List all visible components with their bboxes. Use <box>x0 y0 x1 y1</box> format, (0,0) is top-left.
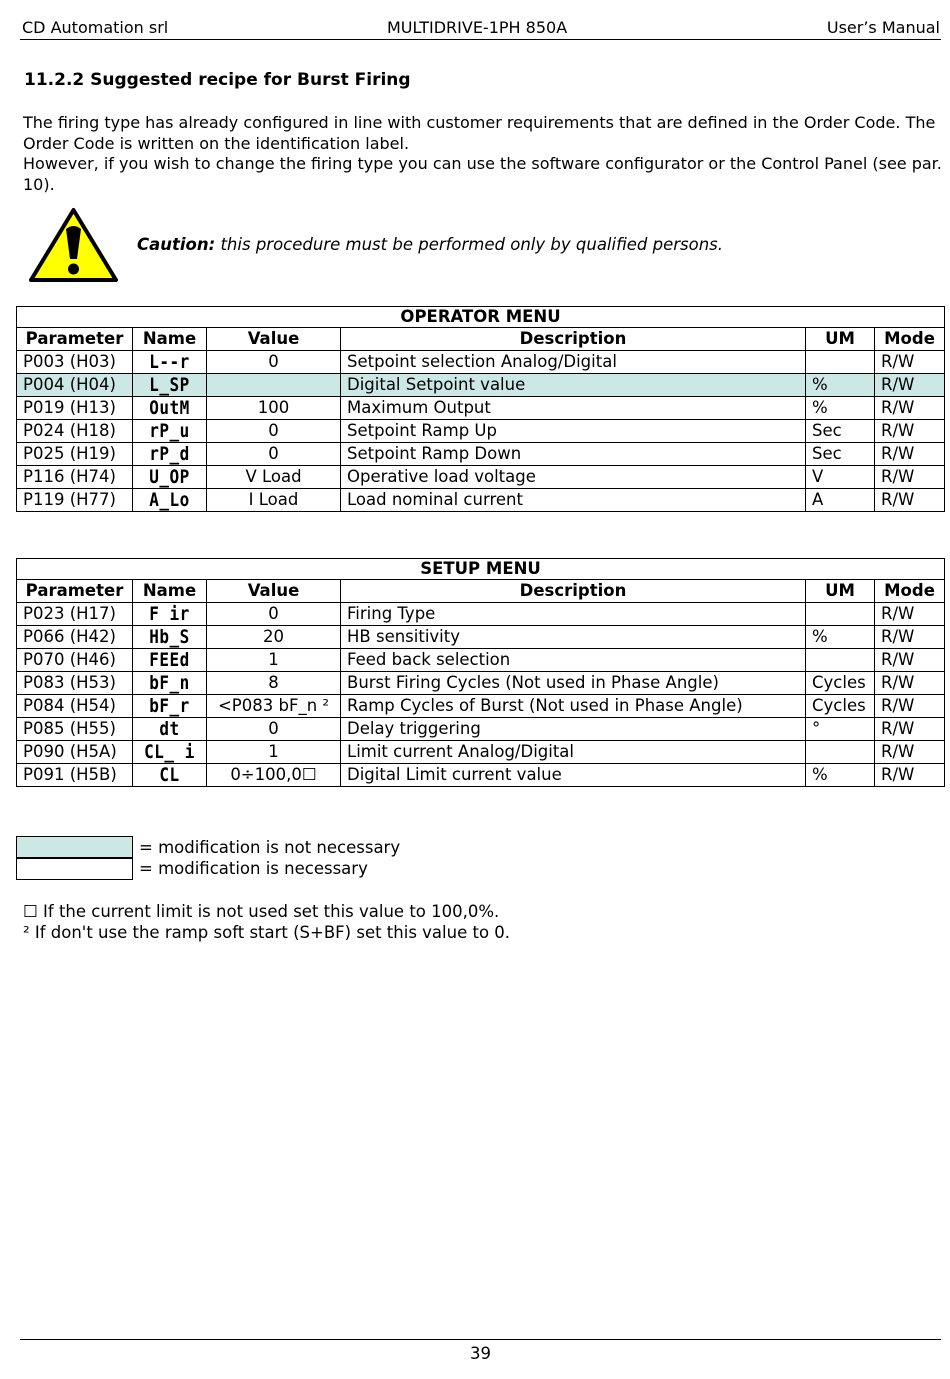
col-header-description: Description <box>341 328 806 351</box>
value-cell: 1 <box>207 649 341 672</box>
operator-menu-header-row <box>17 328 945 351</box>
display-code: L_SP <box>149 373 190 396</box>
display-code: rP_u <box>149 419 190 442</box>
um-cell: % <box>806 397 875 420</box>
mode-cell: R/W <box>875 741 945 764</box>
display-code: CL_ i <box>144 740 195 763</box>
table-row <box>17 420 945 443</box>
um-cell: % <box>806 626 875 649</box>
display-code: bF_r <box>149 694 190 717</box>
table-row <box>17 764 945 787</box>
name-cell <box>133 695 207 718</box>
um-cell: Sec <box>806 443 875 466</box>
col-header-parameter: Parameter <box>17 328 133 351</box>
table-row <box>17 443 945 466</box>
mode-cell: R/W <box>875 764 945 787</box>
display-code: U_OP <box>149 465 190 488</box>
col-header-value: Value <box>207 580 341 603</box>
col-header-description: Description <box>341 580 806 603</box>
description-cell: Digital Setpoint value <box>341 374 806 397</box>
setup-menu-table <box>16 558 945 787</box>
mode-cell: R/W <box>875 626 945 649</box>
description-cell: Burst Firing Cycles (Not used in Phase Angle) <box>341 672 806 695</box>
name-cell <box>133 764 207 787</box>
um-cell: Sec <box>806 420 875 443</box>
name-cell <box>133 374 207 397</box>
intro-paragraph-1: The firing type has already configured in line with customer requirements that are defined in the Order Code. The Order Code is written on the identification label. <box>23 113 936 153</box>
operator-menu-table <box>16 306 945 512</box>
value-cell: 1 <box>207 741 341 764</box>
company-name: CD Automation srl <box>22 18 169 37</box>
value-cell: 20 <box>207 626 341 649</box>
um-cell: ° <box>806 718 875 741</box>
display-code: OutM <box>149 396 190 419</box>
name-cell <box>133 489 207 512</box>
name-cell <box>133 420 207 443</box>
table-row <box>17 374 945 397</box>
value-cell: I Load <box>207 489 341 512</box>
doc-name: User’s Manual <box>826 18 940 37</box>
legend-swatch-not-necessary <box>16 836 133 858</box>
description-cell: Ramp Cycles of Burst (Not used in Phase Angle) <box>341 695 806 718</box>
param-cell: P116 (H74) <box>17 466 133 489</box>
mode-cell: R/W <box>875 466 945 489</box>
table-row <box>17 466 945 489</box>
description-cell: Setpoint Ramp Down <box>341 443 806 466</box>
legend-swatch-necessary <box>16 858 133 880</box>
col-header-mode: Mode <box>875 580 945 603</box>
description-cell: Setpoint Ramp Up <box>341 420 806 443</box>
param-cell: P085 (H55) <box>17 718 133 741</box>
col-header-value: Value <box>207 328 341 351</box>
param-cell: P019 (H13) <box>17 397 133 420</box>
table-row <box>17 603 945 626</box>
param-cell: P091 (H5B) <box>17 764 133 787</box>
value-cell: 8 <box>207 672 341 695</box>
name-cell <box>133 626 207 649</box>
table-row <box>17 649 945 672</box>
value-cell: 0 <box>207 443 341 466</box>
um-cell <box>806 603 875 626</box>
caution-label: Caution: <box>137 235 216 254</box>
mode-cell: R/W <box>875 695 945 718</box>
param-cell: P025 (H19) <box>17 443 133 466</box>
um-cell: V <box>806 466 875 489</box>
name-cell <box>133 718 207 741</box>
table-row <box>17 397 945 420</box>
table-row <box>17 626 945 649</box>
page-header <box>20 17 941 40</box>
col-header-name: Name <box>133 580 207 603</box>
description-cell: Load nominal current <box>341 489 806 512</box>
name-cell <box>133 603 207 626</box>
value-cell: 0 <box>207 420 341 443</box>
setup-menu-title: SETUP MENU <box>17 559 945 580</box>
legend-necessary: = modification is necessary <box>139 859 368 878</box>
mode-cell: R/W <box>875 351 945 374</box>
value-cell: V Load <box>207 466 341 489</box>
table-row <box>17 351 945 374</box>
um-cell: % <box>806 374 875 397</box>
um-cell: Cycles <box>806 695 875 718</box>
table-row <box>17 695 945 718</box>
description-cell: Operative load voltage <box>341 466 806 489</box>
description-cell: HB sensitivity <box>341 626 806 649</box>
description-cell: Digital Limit current value <box>341 764 806 787</box>
display-code: bF_n <box>149 671 190 694</box>
name-cell <box>133 649 207 672</box>
mode-cell: R/W <box>875 603 945 626</box>
value-cell: <P083 bF_n ² <box>207 695 341 718</box>
value-cell: 0 <box>207 603 341 626</box>
caution-text: this procedure must be performed only by qualified persons. <box>215 235 724 254</box>
col-header-parameter: Parameter <box>17 580 133 603</box>
caution-note <box>137 235 723 254</box>
value-cell: 0÷100,0☐ <box>207 764 341 787</box>
description-cell: Setpoint selection Analog/Digital <box>341 351 806 374</box>
name-cell <box>133 397 207 420</box>
value-cell: 0 <box>207 718 341 741</box>
display-code: A_Lo <box>149 488 190 511</box>
param-cell: P004 (H04) <box>17 374 133 397</box>
name-cell <box>133 443 207 466</box>
display-code: rP_d <box>149 442 190 465</box>
display-code: dt <box>159 717 180 740</box>
param-cell: P083 (H53) <box>17 672 133 695</box>
setup-menu-header-row <box>17 580 945 603</box>
mode-cell: R/W <box>875 489 945 512</box>
param-cell: P090 (H5A) <box>17 741 133 764</box>
description-cell: Firing Type <box>341 603 806 626</box>
param-cell: P003 (H03) <box>17 351 133 374</box>
display-code: L--r <box>149 350 190 373</box>
col-header-mode: Mode <box>875 328 945 351</box>
um-cell: % <box>806 764 875 787</box>
um-cell: Cycles <box>806 672 875 695</box>
mode-cell: R/W <box>875 649 945 672</box>
description-cell: Feed back selection <box>341 649 806 672</box>
table-row <box>17 718 945 741</box>
name-cell <box>133 351 207 374</box>
footer-divider <box>20 1339 941 1340</box>
param-cell: P119 (H77) <box>17 489 133 512</box>
param-cell: P023 (H17) <box>17 603 133 626</box>
um-cell <box>806 351 875 374</box>
name-cell <box>133 672 207 695</box>
table-row <box>17 741 945 764</box>
value-cell: 100 <box>207 397 341 420</box>
description-cell: Delay triggering <box>341 718 806 741</box>
footnote-ramp-soft-start: ² If don't use the ramp soft start (S+BF) set this value to 0. <box>23 923 511 942</box>
um-cell <box>806 741 875 764</box>
mode-cell: R/W <box>875 672 945 695</box>
mode-cell: R/W <box>875 718 945 741</box>
legend-not-necessary: = modification is not necessary <box>139 838 401 857</box>
footnote-current-limit: ☐ If the current limit is not used set this value to 100,0%. <box>23 902 500 921</box>
warning-icon <box>28 207 119 283</box>
description-cell: Limit current Analog/Digital <box>341 741 806 764</box>
value-cell <box>207 374 341 397</box>
col-header-name: Name <box>133 328 207 351</box>
display-code: FEEd <box>149 648 190 671</box>
um-cell <box>806 649 875 672</box>
description-cell: Maximum Output <box>341 397 806 420</box>
intro-text <box>23 113 943 195</box>
mode-cell: R/W <box>875 420 945 443</box>
param-cell: P084 (H54) <box>17 695 133 718</box>
section-title: 11.2.2 Suggested recipe for Burst Firing <box>24 70 411 90</box>
col-header-um: UM <box>806 328 875 351</box>
table-row <box>17 672 945 695</box>
mode-cell: R/W <box>875 397 945 420</box>
param-cell: P070 (H46) <box>17 649 133 672</box>
value-cell: 0 <box>207 351 341 374</box>
mode-cell: R/W <box>875 443 945 466</box>
name-cell <box>133 466 207 489</box>
col-header-um: UM <box>806 580 875 603</box>
intro-paragraph-2: However, if you wish to change the firing type you can use the software configurator or the Control Panel (see par. 10). <box>23 154 942 194</box>
operator-menu-title: OPERATOR MENU <box>17 307 945 328</box>
param-cell: P024 (H18) <box>17 420 133 443</box>
display-code: Hb_S <box>149 625 190 648</box>
product-name: MULTIDRIVE-1PH 850A <box>387 18 568 37</box>
name-cell <box>133 741 207 764</box>
param-cell: P066 (H42) <box>17 626 133 649</box>
display-code: CL <box>159 763 180 786</box>
page-number: 39 <box>470 1344 491 1363</box>
display-code: F ir <box>149 602 190 625</box>
mode-cell: R/W <box>875 374 945 397</box>
table-row <box>17 489 945 512</box>
um-cell: A <box>806 489 875 512</box>
